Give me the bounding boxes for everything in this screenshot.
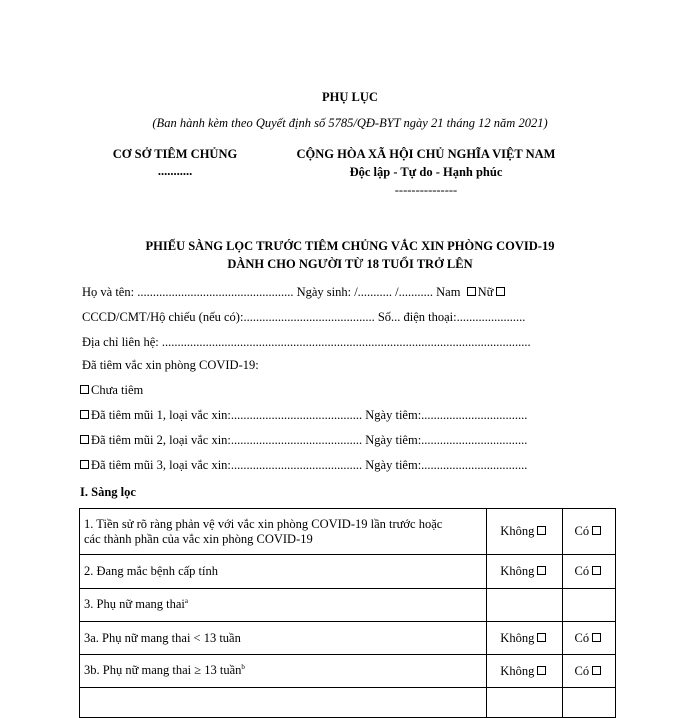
not-vaccinated-option[interactable]: Chưa tiêm [80,383,143,398]
table-row [80,622,616,655]
table-row [80,555,616,589]
name-dob-text: Họ và tên: .................................................. Ngày sinh: /........... /........... Nam [82,285,461,299]
question-1: 1. Tiền sử rõ ràng phản vệ với vắc xin phòng COVID-19 lần trước hoặc các thành phần của vắc xin phòng COVID-19 [80,509,487,555]
q3a-no-checkbox[interactable] [537,633,546,642]
screening-table [79,508,616,718]
address-line[interactable]: Địa chỉ liên hệ: ...................................................................................................................... [82,335,531,349]
q3-no-cell [487,589,563,622]
name-dob-gender-line [82,285,507,300]
female-label: Nữ [477,285,494,299]
form-title-line2: DÀNH CHO NGƯỜI TỪ 18 TUỔI TRỞ LÊN [227,257,473,271]
table-row [80,655,616,688]
vaccinated-label: Đã tiêm vắc xin phòng COVID-19: [82,358,259,372]
appendix-title: PHỤ LỤC [322,90,378,104]
q1-yes-option[interactable]: Có [562,509,615,555]
q3a-yes-option[interactable]: Có [562,622,615,655]
table-row [80,688,616,718]
male-checkbox[interactable] [467,287,476,296]
motto-rule: --------------- [394,183,458,197]
question-2: 2. Đang mắc bệnh cấp tính [80,555,487,589]
screening-section-title: I. Sàng lọc [80,485,136,499]
national-motto: Độc lập - Tự do - Hạnh phúc [349,165,503,179]
q1-no-option[interactable]: Không [487,509,563,555]
q2-yes-checkbox[interactable] [592,566,601,575]
q3b-yes-checkbox[interactable] [592,666,601,675]
q3a-no-option[interactable]: Không [487,622,563,655]
dose1-checkbox[interactable] [80,410,89,419]
table-row [80,589,616,622]
dose2-checkbox[interactable] [80,435,89,444]
dose3-option[interactable]: Đã tiêm mũi 3, loại vắc xin:.......................................... Ngày tiêm:.................................. [80,458,527,473]
q2-no-option[interactable]: Không [487,555,563,589]
not-vaccinated-checkbox[interactable] [80,385,89,394]
question-3a: 3a. Phụ nữ mang thai < 13 tuần [80,622,487,655]
national-title: CỘNG HÒA XÃ HỘI CHỦ NGHĨA VIỆT NAM [296,147,556,161]
dose2-option[interactable]: Đã tiêm mũi 2, loại vắc xin:.......................................... Ngày tiêm:.................................. [80,433,527,448]
q3b-no-option[interactable]: Không [487,655,563,688]
q1-yes-checkbox[interactable] [592,526,601,535]
table-row [80,509,616,555]
appendix-subtitle: (Ban hành kèm theo Quyết định số 5785/QĐ-BYT ngày 21 tháng 12 năm 2021) [152,116,548,130]
id-phone-line[interactable]: CCCD/CMT/Hộ chiếu (nếu có):.......................................... Số... điện thoại:...................... [82,310,526,324]
dose1-option[interactable]: Đã tiêm mũi 1, loại vắc xin:.......................................... Ngày tiêm:.................................. [80,408,527,423]
dose3-checkbox[interactable] [80,460,89,469]
vaccination-facility-title: CƠ SỞ TIÊM CHỦNG [112,147,238,161]
q3-yes-cell [562,589,615,622]
question-3: 3. Phụ nữ mang thai$^a$ [80,589,487,622]
question-next [80,688,487,718]
question-3b: 3b. Phụ nữ mang thai ≥ 13 tuần$^b$ [80,655,487,688]
female-checkbox[interactable] [496,287,505,296]
q3b-no-checkbox[interactable] [537,666,546,675]
q3b-yes-option[interactable]: Có [562,655,615,688]
vaccination-facility-name: ........... [157,164,193,178]
q2-yes-option[interactable]: Có [562,555,615,589]
q2-no-checkbox[interactable] [537,566,546,575]
form-title-line1: PHIẾU SÀNG LỌC TRƯỚC TIÊM CHỦNG VẮC XIN PHÒNG COVID-19 [145,239,555,253]
q3a-yes-checkbox[interactable] [592,633,601,642]
q1-no-checkbox[interactable] [537,526,546,535]
